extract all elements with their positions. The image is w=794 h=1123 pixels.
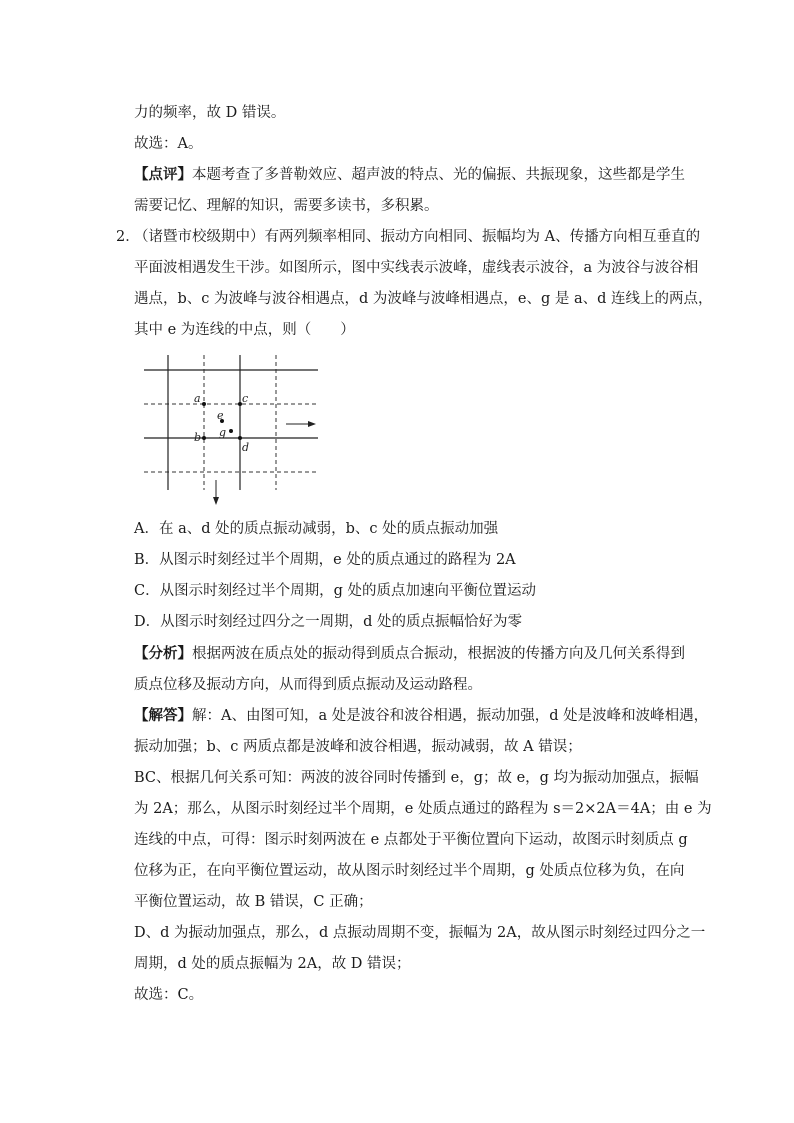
point-d [238,436,242,440]
solution-line1 [134,706,709,726]
label-c: c [242,392,249,405]
analysis-text: 根据两波在质点处的振动得到质点合振动，根据波的传播方向及几何关系得到 [192,646,685,662]
prev-comment-line2: 需要记忆、理解的知识，需要多读书，多积累。 [134,198,439,214]
solution-line9: 周期，d 处的质点振幅为 2A，故 D 错误； [134,956,411,972]
question-line3: 遇点，b、c 为波峰与波谷相遇点，d 为波峰与波峰相遇点，e、g 是 a、d 连线上的两点， [134,291,713,307]
analysis-line2: 质点位移及振动方向，从而得到质点振动及运动路程。 [134,677,482,693]
option-c: C．从图示时刻经过半个周期，g 处的质点加速向平衡位置运动 [134,583,536,599]
label-b: b [194,431,202,444]
prev-answer: 故选：A。 [134,136,203,152]
question-text: （诸暨市校级期中）有两列频率相同、振动方向相同、振幅均为 A、传播方向相互垂直的 [134,229,701,245]
solution-line5: 连线的中点，可得：图示时刻两波在 e 点都处于平衡位置向下运动，故图示时刻质点 g [134,832,688,848]
label-a: a [194,392,201,405]
question-line4: 其中 e 为连线的中点，则（ ） [134,322,355,338]
point-a [202,402,206,406]
option-b: B．从图示时刻经过半个周期，e 处的质点通过的路程为 2A [134,552,516,568]
label-e: e [217,409,224,422]
comment-tag: 【点评】 [134,166,192,183]
solution-line6: 位移为正，在向平衡位置运动，故从图示时刻经过半个周期，g 处质点位移为负，在向 [134,863,685,879]
point-g [229,429,233,433]
prev-solution-end: 力的频率，故 D 错误。 [134,105,286,121]
arrow-head-right-icon [308,421,316,427]
solution-tag: 【解答】 [134,707,192,724]
solution-line4: 为 2A；那么，从图示时刻经过半个周期，e 处质点通过的路程为 s＝2×2A＝4A；由 e 为 [134,801,712,817]
analysis-tag: 【分析】 [134,645,192,662]
solution-text: 解：A、由图可知，a 处是波谷和波谷相遇，振动加强，d 处是波峰和波峰相遇， [192,708,709,724]
solution-line2: 振动加强；b、c 两质点都是波峰和波谷相遇，振动减弱，故 A 错误； [134,739,582,755]
interference-figure [136,350,326,508]
solution-answer: 故选：C。 [134,987,204,1003]
option-a: A．在 a、d 处的质点振动减弱，b、c 处的质点振动加强 [134,521,499,537]
solution-line7: 平衡位置运动，故 B 错误，C 正确； [134,894,373,910]
comment-text: 本题考查了多普勒效应、超声波的特点、光的偏振、共振现象，这些都是学生 [192,167,685,183]
solution-line8: D、d 为振动加强点，那么，d 点振动周期不变，振幅为 2A，故从图示时刻经过四分之一 [134,925,706,941]
point-b [202,436,206,440]
arrow-head-down-icon [213,497,219,505]
question-line2: 平面波相遇发生干涉。如图所示，图中实线表示波峰，虚线表示波谷，a 为波谷与波谷相 [134,260,699,276]
option-d: D．从图示时刻经过四分之一周期，d 处的质点振幅恰好为零 [134,614,523,630]
analysis-line1 [134,644,685,664]
solution-line3: BC、根据几何关系可知：两波的波谷同时传播到 e，g；故 e，g 均为振动加强点，振幅 [134,770,699,786]
prev-comment-line1 [134,165,685,185]
label-g: g [219,426,227,439]
question-line1 [116,227,701,247]
label-d: d [242,441,250,454]
question-number: 2． [116,229,140,245]
